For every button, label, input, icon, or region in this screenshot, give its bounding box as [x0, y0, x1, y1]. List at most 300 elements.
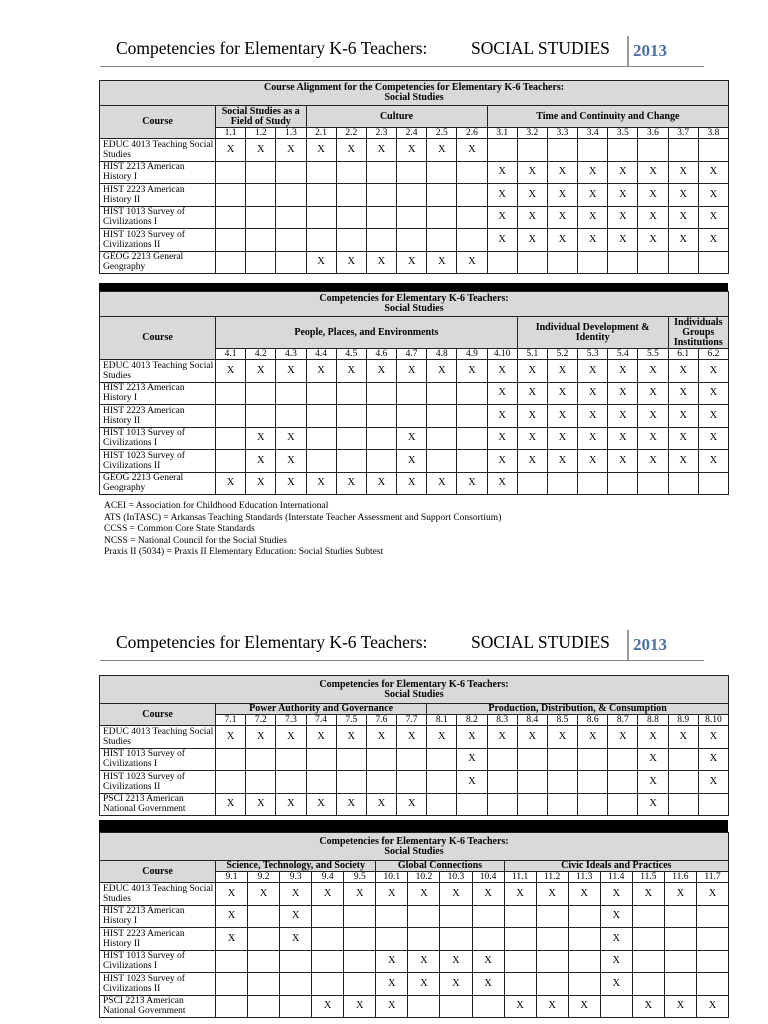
alignment-mark: X: [216, 139, 246, 162]
table-row: [100, 905, 729, 928]
alignment-mark: X: [578, 229, 608, 252]
alignment-mark: X: [246, 472, 276, 495]
alignment-mark: X: [668, 184, 698, 207]
alignment-mark: X: [248, 883, 280, 906]
alignment-mark: [517, 771, 547, 794]
alignment-mark: X: [397, 450, 427, 473]
alignment-mark: X: [280, 883, 312, 906]
alignment-mark: [216, 995, 248, 1018]
alignment-mark: [440, 995, 472, 1018]
alignment-mark: X: [366, 726, 396, 749]
alignment-mark: X: [547, 206, 577, 229]
alignment-mark: X: [487, 184, 517, 207]
alignment-mark: X: [547, 726, 577, 749]
alignment-mark: [608, 771, 638, 794]
alignment-mark: [487, 771, 517, 794]
alignment-mark: [336, 405, 366, 428]
competency-group-header: Individuals Groups Institutions: [668, 317, 728, 349]
alignment-mark: X: [638, 382, 668, 405]
alignment-mark: [276, 161, 306, 184]
table-row: [100, 771, 729, 794]
alignment-mark: X: [698, 726, 728, 749]
competency-number: 4.9: [457, 349, 487, 360]
alignment-mark: [457, 405, 487, 428]
alignment-mark: X: [638, 206, 668, 229]
alignment-mark: X: [536, 995, 568, 1018]
alignment-mark: [536, 928, 568, 951]
alignment-mark: X: [517, 229, 547, 252]
competency-number: 8.3: [487, 715, 517, 726]
alignment-mark: [638, 139, 668, 162]
alignment-mark: [517, 793, 547, 816]
alignment-mark: X: [276, 427, 306, 450]
table-title: [100, 292, 729, 317]
alignment-mark: [246, 748, 276, 771]
alignment-mark: X: [366, 793, 396, 816]
alignment-mark: X: [608, 405, 638, 428]
alignment-mark: [664, 950, 696, 973]
alignment-mark: [336, 206, 366, 229]
alignment-mark: X: [376, 883, 408, 906]
alignment-mark: [457, 229, 487, 252]
alignment-mark: [578, 748, 608, 771]
alignment-mark: [427, 793, 457, 816]
alignment-mark: [344, 973, 376, 996]
alignment-mark: [336, 450, 366, 473]
alignment-mark: X: [306, 472, 336, 495]
table-row: [100, 161, 729, 184]
competency-number: 1.2: [246, 128, 276, 139]
competency-number: 8.4: [517, 715, 547, 726]
alignment-mark: X: [440, 883, 472, 906]
table-row: [100, 382, 729, 405]
competency-number: 4.2: [246, 349, 276, 360]
alignment-mark: [578, 771, 608, 794]
competency-group-header: People, Places, and Environments: [216, 317, 518, 349]
alignment-mark: [664, 928, 696, 951]
alignment-mark: X: [668, 206, 698, 229]
competency-number: 6.2: [698, 349, 728, 360]
alignment-mark: X: [608, 360, 638, 383]
alignment-mark: X: [397, 251, 427, 274]
competency-number: 9.2: [248, 872, 280, 883]
alignment-mark: X: [547, 229, 577, 252]
alignment-mark: [366, 748, 396, 771]
alignment-mark: X: [306, 139, 336, 162]
alignment-mark: [397, 184, 427, 207]
alignment-mark: X: [344, 883, 376, 906]
alignment-mark: X: [427, 360, 457, 383]
alignment-mark: X: [517, 382, 547, 405]
alignment-mark: [397, 229, 427, 252]
alignment-mark: X: [336, 472, 366, 495]
alignment-mark: X: [668, 360, 698, 383]
competency-number: 2.1: [306, 128, 336, 139]
alignment-mark: X: [698, 450, 728, 473]
alignment-mark: X: [487, 161, 517, 184]
competency-number: 7.2: [246, 715, 276, 726]
alignment-mark: X: [698, 360, 728, 383]
alignment-mark: [248, 973, 280, 996]
alignment-mark: [668, 472, 698, 495]
alignment-mark: X: [246, 793, 276, 816]
table-row: [100, 184, 729, 207]
alignment-mark: X: [638, 161, 668, 184]
competency-group-header: Social Studies as a Field of Study: [216, 106, 307, 128]
alignment-mark: X: [216, 883, 248, 906]
alignment-mark: X: [487, 360, 517, 383]
alignment-mark: [248, 928, 280, 951]
alignment-mark: [608, 139, 638, 162]
competency-number: 3.1: [487, 128, 517, 139]
alignment-mark: [668, 748, 698, 771]
alignment-mark: [517, 251, 547, 274]
course-name: HIST 1023 Survey of Civilizations II: [100, 771, 216, 794]
alignment-mark: [246, 251, 276, 274]
legend: [104, 501, 501, 559]
alignment-mark: [568, 973, 600, 996]
alignment-mark: X: [216, 360, 246, 383]
course-name: HIST 1013 Survey of Civilizations I: [100, 427, 216, 450]
alignment-mark: X: [578, 427, 608, 450]
course-name: HIST 2223 American History II: [100, 928, 216, 951]
alignment-mark: [336, 427, 366, 450]
competency-number: 9.5: [344, 872, 376, 883]
competency-number: 7.3: [276, 715, 306, 726]
alignment-mark: X: [547, 360, 577, 383]
competency-number: 2.6: [457, 128, 487, 139]
competency-number: 2.3: [366, 128, 396, 139]
competency-number: 11.5: [632, 872, 664, 883]
competency-number: 11.3: [568, 872, 600, 883]
alignment-mark: [280, 973, 312, 996]
competency-number: 9.3: [280, 872, 312, 883]
alignment-mark: X: [578, 360, 608, 383]
alignment-mark: [397, 161, 427, 184]
course-name: HIST 2223 American History II: [100, 405, 216, 428]
alignment-mark: X: [216, 472, 246, 495]
alignment-mark: [457, 427, 487, 450]
alignment-mark: X: [457, 472, 487, 495]
alignment-mark: X: [664, 995, 696, 1018]
alignment-mark: X: [280, 905, 312, 928]
alignment-mark: [578, 793, 608, 816]
alignment-mark: X: [336, 139, 366, 162]
alignment-mark: X: [376, 950, 408, 973]
alignment-mark: X: [698, 206, 728, 229]
alignment-mark: X: [608, 206, 638, 229]
alignment-mark: X: [638, 405, 668, 428]
table-row: [100, 748, 729, 771]
alignment-mark: X: [664, 883, 696, 906]
legend-line: CCSS = Common Core State Standards: [104, 524, 255, 535]
alignment-mark: [397, 748, 427, 771]
alignment-mark: X: [578, 161, 608, 184]
course-name: HIST 2213 American History I: [100, 382, 216, 405]
table-row: [100, 726, 729, 749]
alignment-mark: [276, 229, 306, 252]
alignment-mark: X: [408, 973, 440, 996]
alignment-mark: X: [457, 251, 487, 274]
alignment-mark: X: [504, 883, 536, 906]
alignment-mark: [457, 161, 487, 184]
alignment-mark: [366, 405, 396, 428]
alignment-mark: [547, 793, 577, 816]
alignment-mark: [536, 950, 568, 973]
competency-number: 8.5: [547, 715, 577, 726]
alignment-mark: X: [397, 472, 427, 495]
alignment-mark: X: [638, 427, 668, 450]
alignment-mark: [408, 905, 440, 928]
alignment-mark: X: [246, 726, 276, 749]
alignment-mark: X: [427, 472, 457, 495]
alignment-mark: [517, 472, 547, 495]
alignment-mark: X: [638, 793, 668, 816]
alignment-mark: X: [276, 360, 306, 383]
alignment-mark: [216, 251, 246, 274]
competency-number: 7.6: [366, 715, 396, 726]
table-row: [100, 950, 729, 973]
alignment-mark: X: [578, 184, 608, 207]
alignment-mark: X: [608, 184, 638, 207]
alignment-mark: [246, 229, 276, 252]
alignment-mark: [517, 748, 547, 771]
alignment-mark: [632, 905, 664, 928]
alignment-mark: X: [638, 450, 668, 473]
alignment-mark: [547, 771, 577, 794]
alignment-mark: X: [472, 973, 504, 996]
competency-number: 2.5: [427, 128, 457, 139]
alignment-mark: [664, 905, 696, 928]
alignment-mark: [246, 184, 276, 207]
competency-number: 11.2: [536, 872, 568, 883]
course-header: Course: [100, 317, 216, 360]
alignment-mark: X: [366, 360, 396, 383]
alignment-mark: [427, 771, 457, 794]
alignment-mark: [547, 472, 577, 495]
alignment-mark: [397, 771, 427, 794]
alignment-mark: X: [517, 726, 547, 749]
alignment-mark: [547, 748, 577, 771]
alignment-mark: X: [276, 472, 306, 495]
alignment-mark: [632, 950, 664, 973]
alignment-mark: [487, 793, 517, 816]
competency-number: 4.1: [216, 349, 246, 360]
alignment-mark: [366, 771, 396, 794]
alignment-mark: X: [608, 382, 638, 405]
alignment-mark: [568, 950, 600, 973]
course-name: HIST 2213 American History I: [100, 161, 216, 184]
alignment-mark: [504, 928, 536, 951]
table-title-line: Social Studies: [384, 92, 444, 103]
alignment-mark: [397, 382, 427, 405]
alignment-mark: [336, 382, 366, 405]
alignment-mark: [276, 405, 306, 428]
competency-number: 4.7: [397, 349, 427, 360]
table-row: [100, 995, 729, 1018]
alignment-mark: [578, 251, 608, 274]
competency-number: 3.5: [608, 128, 638, 139]
table-row: [100, 206, 729, 229]
competency-number: 3.4: [578, 128, 608, 139]
alignment-mark: [280, 995, 312, 1018]
alignment-mark: [536, 973, 568, 996]
alignment-mark: [216, 450, 246, 473]
alignment-mark: [306, 382, 336, 405]
alignment-mark: X: [696, 883, 728, 906]
competency-number: 7.1: [216, 715, 246, 726]
alignment-mark: [457, 450, 487, 473]
competency-number: 5.3: [578, 349, 608, 360]
alignment-mark: [306, 405, 336, 428]
table-time-culture: [99, 80, 729, 274]
competency-group-header: Production, Distribution, & Consumption: [427, 704, 729, 715]
alignment-mark: [696, 950, 728, 973]
competency-number: 4.8: [427, 349, 457, 360]
alignment-mark: [312, 905, 344, 928]
competency-number: 11.1: [504, 872, 536, 883]
alignment-mark: [668, 771, 698, 794]
alignment-mark: [366, 161, 396, 184]
competency-number: 5.1: [517, 349, 547, 360]
alignment-mark: X: [427, 139, 457, 162]
table-row: [100, 405, 729, 428]
competency-group-header: Power Authority and Governance: [216, 704, 427, 715]
header-subject: SOCIAL STUDIES: [471, 38, 610, 58]
alignment-mark: [276, 206, 306, 229]
alignment-mark: X: [276, 726, 306, 749]
alignment-mark: [246, 405, 276, 428]
course-name: HIST 2213 American History I: [100, 905, 216, 928]
course-name: HIST 1023 Survey of Civilizations II: [100, 229, 216, 252]
alignment-mark: [366, 184, 396, 207]
alignment-mark: [696, 928, 728, 951]
course-name: GEOG 2213 General Geography: [100, 251, 216, 274]
alignment-mark: [427, 382, 457, 405]
alignment-mark: [312, 973, 344, 996]
alignment-mark: X: [397, 427, 427, 450]
alignment-mark: X: [246, 139, 276, 162]
alignment-mark: [216, 405, 246, 428]
table-row: [100, 360, 729, 383]
header-divider: [627, 36, 629, 66]
competency-number: 3.6: [638, 128, 668, 139]
alignment-mark: [276, 748, 306, 771]
competency-number: 4.10: [487, 349, 517, 360]
alignment-mark: X: [408, 883, 440, 906]
alignment-mark: X: [608, 726, 638, 749]
table-title: [100, 833, 729, 861]
course-header: Course: [100, 861, 216, 883]
table-title-line: Course Alignment for the Competencies for Elementary K-6 Teachers:: [263, 82, 565, 93]
alignment-mark: [306, 748, 336, 771]
alignment-mark: X: [698, 771, 728, 794]
alignment-mark: [306, 184, 336, 207]
alignment-mark: [276, 382, 306, 405]
table-row: [100, 928, 729, 951]
alignment-mark: X: [517, 405, 547, 428]
competency-number: 10.3: [440, 872, 472, 883]
alignment-mark: [248, 905, 280, 928]
legend-line: NCSS = National Council for the Social Studies: [104, 535, 287, 546]
competency-number: 9.4: [312, 872, 344, 883]
alignment-mark: X: [336, 251, 366, 274]
alignment-mark: [668, 793, 698, 816]
competency-number: 11.7: [696, 872, 728, 883]
competency-number: 7.5: [336, 715, 366, 726]
competency-number: 3.2: [517, 128, 547, 139]
alignment-mark: X: [216, 726, 246, 749]
alignment-mark: X: [547, 184, 577, 207]
alignment-mark: X: [517, 450, 547, 473]
competency-number: 5.2: [547, 349, 577, 360]
alignment-mark: X: [547, 450, 577, 473]
alignment-mark: X: [698, 229, 728, 252]
alignment-mark: X: [578, 382, 608, 405]
alignment-mark: [246, 161, 276, 184]
alignment-mark: [698, 793, 728, 816]
course-name: GEOG 2213 General Geography: [100, 472, 216, 495]
header-title: Competencies for Elementary K-6 Teachers:: [116, 632, 428, 652]
alignment-mark: X: [568, 995, 600, 1018]
alignment-mark: X: [517, 427, 547, 450]
alignment-mark: X: [276, 793, 306, 816]
header-title: Competencies for Elementary K-6 Teachers:: [116, 38, 428, 58]
alignment-mark: X: [366, 251, 396, 274]
competency-group-header: Global Connections: [376, 861, 504, 872]
alignment-mark: [440, 928, 472, 951]
alignment-mark: X: [578, 726, 608, 749]
alignment-mark: [306, 427, 336, 450]
alignment-mark: [504, 905, 536, 928]
alignment-mark: [336, 161, 366, 184]
alignment-mark: X: [276, 450, 306, 473]
competency-number: 10.4: [472, 872, 504, 883]
alignment-mark: X: [440, 950, 472, 973]
alignment-mark: X: [457, 726, 487, 749]
alignment-mark: [568, 905, 600, 928]
alignment-mark: X: [536, 883, 568, 906]
alignment-mark: [397, 206, 427, 229]
competency-number: 8.9: [668, 715, 698, 726]
competency-number: 5.5: [638, 349, 668, 360]
legend-line: Praxis II (5034) = Praxis II Elementary Education: Social Studies Subtest: [104, 547, 384, 558]
alignment-mark: [427, 206, 457, 229]
alignment-mark: [248, 995, 280, 1018]
alignment-mark: X: [698, 161, 728, 184]
competency-group-header: Individual Development & Identity: [517, 317, 668, 349]
alignment-mark: [664, 973, 696, 996]
alignment-mark: X: [638, 229, 668, 252]
alignment-mark: [427, 427, 457, 450]
alignment-mark: [517, 139, 547, 162]
alignment-mark: [608, 251, 638, 274]
alignment-mark: [487, 251, 517, 274]
alignment-mark: X: [517, 206, 547, 229]
alignment-mark: [366, 229, 396, 252]
course-name: EDUC 4013 Teaching Social Studies: [100, 883, 216, 906]
alignment-mark: [216, 771, 246, 794]
competency-number: 7.4: [306, 715, 336, 726]
alignment-mark: [216, 748, 246, 771]
alignment-mark: X: [306, 793, 336, 816]
alignment-mark: X: [517, 360, 547, 383]
alignment-mark: [457, 184, 487, 207]
alignment-mark: [427, 405, 457, 428]
table-row: [100, 793, 729, 816]
alignment-mark: X: [336, 726, 366, 749]
competency-number: 11.4: [600, 872, 632, 883]
